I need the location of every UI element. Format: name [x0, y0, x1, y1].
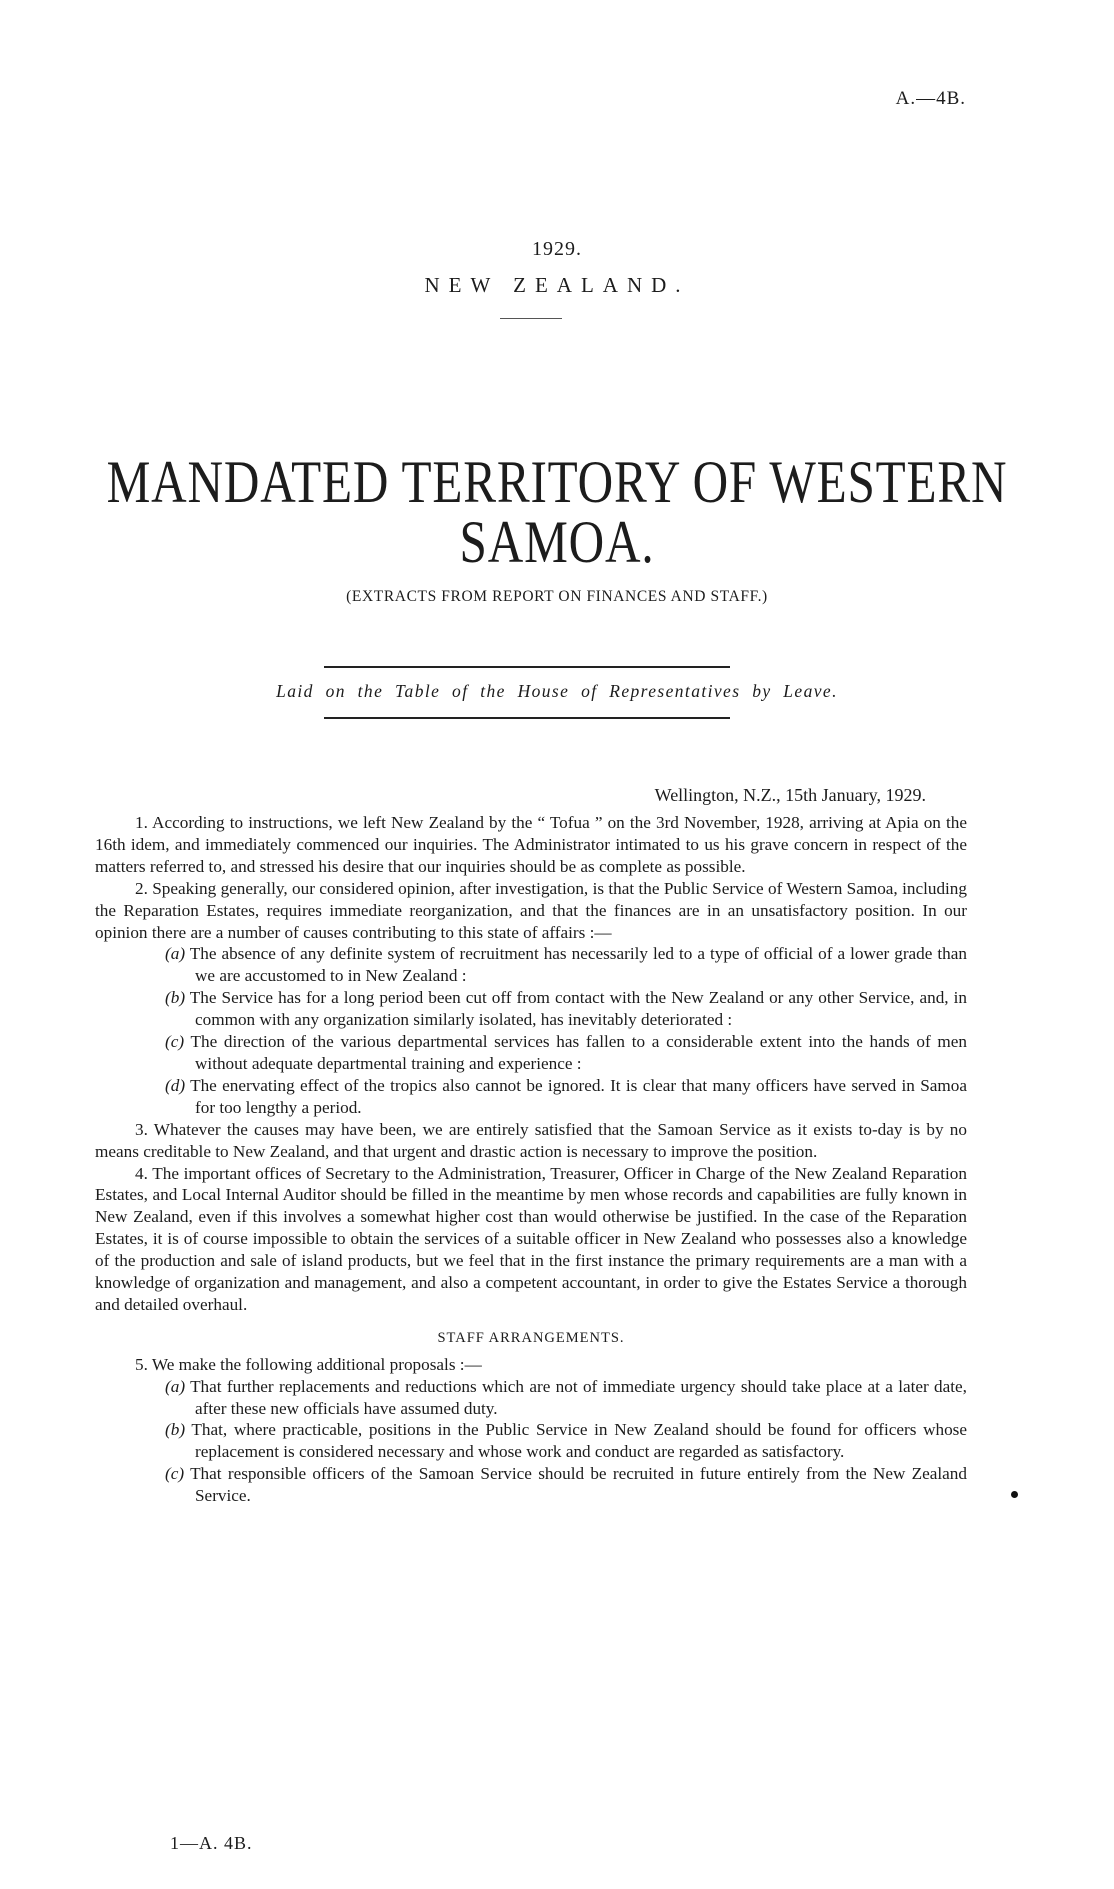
title-line-1: MANDATED TERRITORY OF WESTERN — [106, 449, 1008, 515]
list-item: (b) The Service has for a long period been cut off from contact with the New Zealand or any other Service, and, in common with any organization similarly isolated, has inevitably deteriorated : — [165, 988, 967, 1030]
paragraph-4: 4. The important offices of Secretary to the Administration, Treasurer, Officer in Charge of the New Zealand Reparation Estates, and Local Internal Auditor should be filled in the meantime by men whose records and capabilities are fully known in New Zealand, even if this involves a somewhat higher cost than would otherwise be justified. In the case of the Reparation Estates, it is of course impossible to obtain the services of a suitable officer in New Zealand who possesses also a knowledge of the production and sale of island products, but we feel that in the first instance the primary requirements are a man with a knowledge of organization and management, and also a competent accountant, in order to give the Estates Service a thorough and detailed overhaul. — [95, 1163, 967, 1314]
report-body — [95, 812, 967, 1507]
list-item: (c) The direction of the various departmental services has fallen to a considerable extent into the hands of men without adequate departmental training and experience : — [165, 1032, 967, 1073]
title-line-2: SAMOA. — [459, 509, 655, 575]
list-item: (a) That further replacements and reductions which are not of immediate urgency should take place at a later date, after these new officials have assumed duty. — [165, 1376, 967, 1418]
divider — [500, 318, 562, 319]
document-reference: A.—4B. — [895, 88, 966, 109]
list-item: (b) That, where practicable, positions in the Public Service in New Zealand should be found for officers whose replacement is considered necessary and whose work and conduct are regarded as satisfactory. — [165, 1420, 967, 1462]
list-item: (a) The absence of any definite system of recruitment has necessarily led to a type of official of a lower grade than we are accustomed to in New Zealand : — [165, 944, 967, 986]
document-title — [100, 449, 1013, 575]
footer-reference: 1—A. 4B. — [170, 1833, 253, 1853]
list-item: (c) That responsible officers of the Samoan Service should be recruited in future entirely from the New Zealand Service. — [165, 1464, 967, 1506]
paragraph-2: 2. Speaking generally, our considered opinion, after investigation, is that the Public Service of Western Samoa, including the Reparation Estates, requires immediate reorganization, and that the finances are in an unsatisfactory position. In our opinion there are a number of causes contributing to this state of affairs :— — [95, 878, 967, 942]
divider — [324, 717, 730, 719]
margin-mark — [1011, 1491, 1018, 1498]
paragraph-5: 5. We make the following additional proposals :— — [135, 1354, 482, 1374]
divider — [324, 666, 730, 668]
section-heading: STAFF ARRANGEMENTS. — [437, 1329, 625, 1346]
paragraph-1: 1. According to instructions, we left New Zealand by the “ Tofua ” on the 3rd November, 1928, arriving at Apia on the 16th idem, and immediately commenced our inquiries. The Administrator intimated to us his grave concern in respect of the matters referred to, and stressed his desire that our inquiries should be as complete as possible. — [95, 813, 967, 876]
subtitle: (EXTRACTS FROM REPORT ON FINANCES AND STAFF.) — [346, 588, 768, 605]
laid-on-table-note: Laid on the Table of the House of Representatives by Leave. — [276, 681, 838, 701]
country: NEW ZEALAND. — [424, 273, 690, 297]
year: 1929. — [532, 238, 582, 260]
list-item: (d) The enervating effect of the tropics also cannot be ignored. It is clear that many officers have served in Samoa for too lengthy a period. — [165, 1075, 967, 1117]
paragraph-3: 3. Whatever the causes may have been, we are entirely satisfied that the Samoan Service as it exists to-day is by no means creditable to New Zealand, and that urgent and drastic action is necessary to improve the position. — [95, 1119, 967, 1161]
dateline: Wellington, N.Z., 15th January, 1929. — [654, 785, 926, 805]
